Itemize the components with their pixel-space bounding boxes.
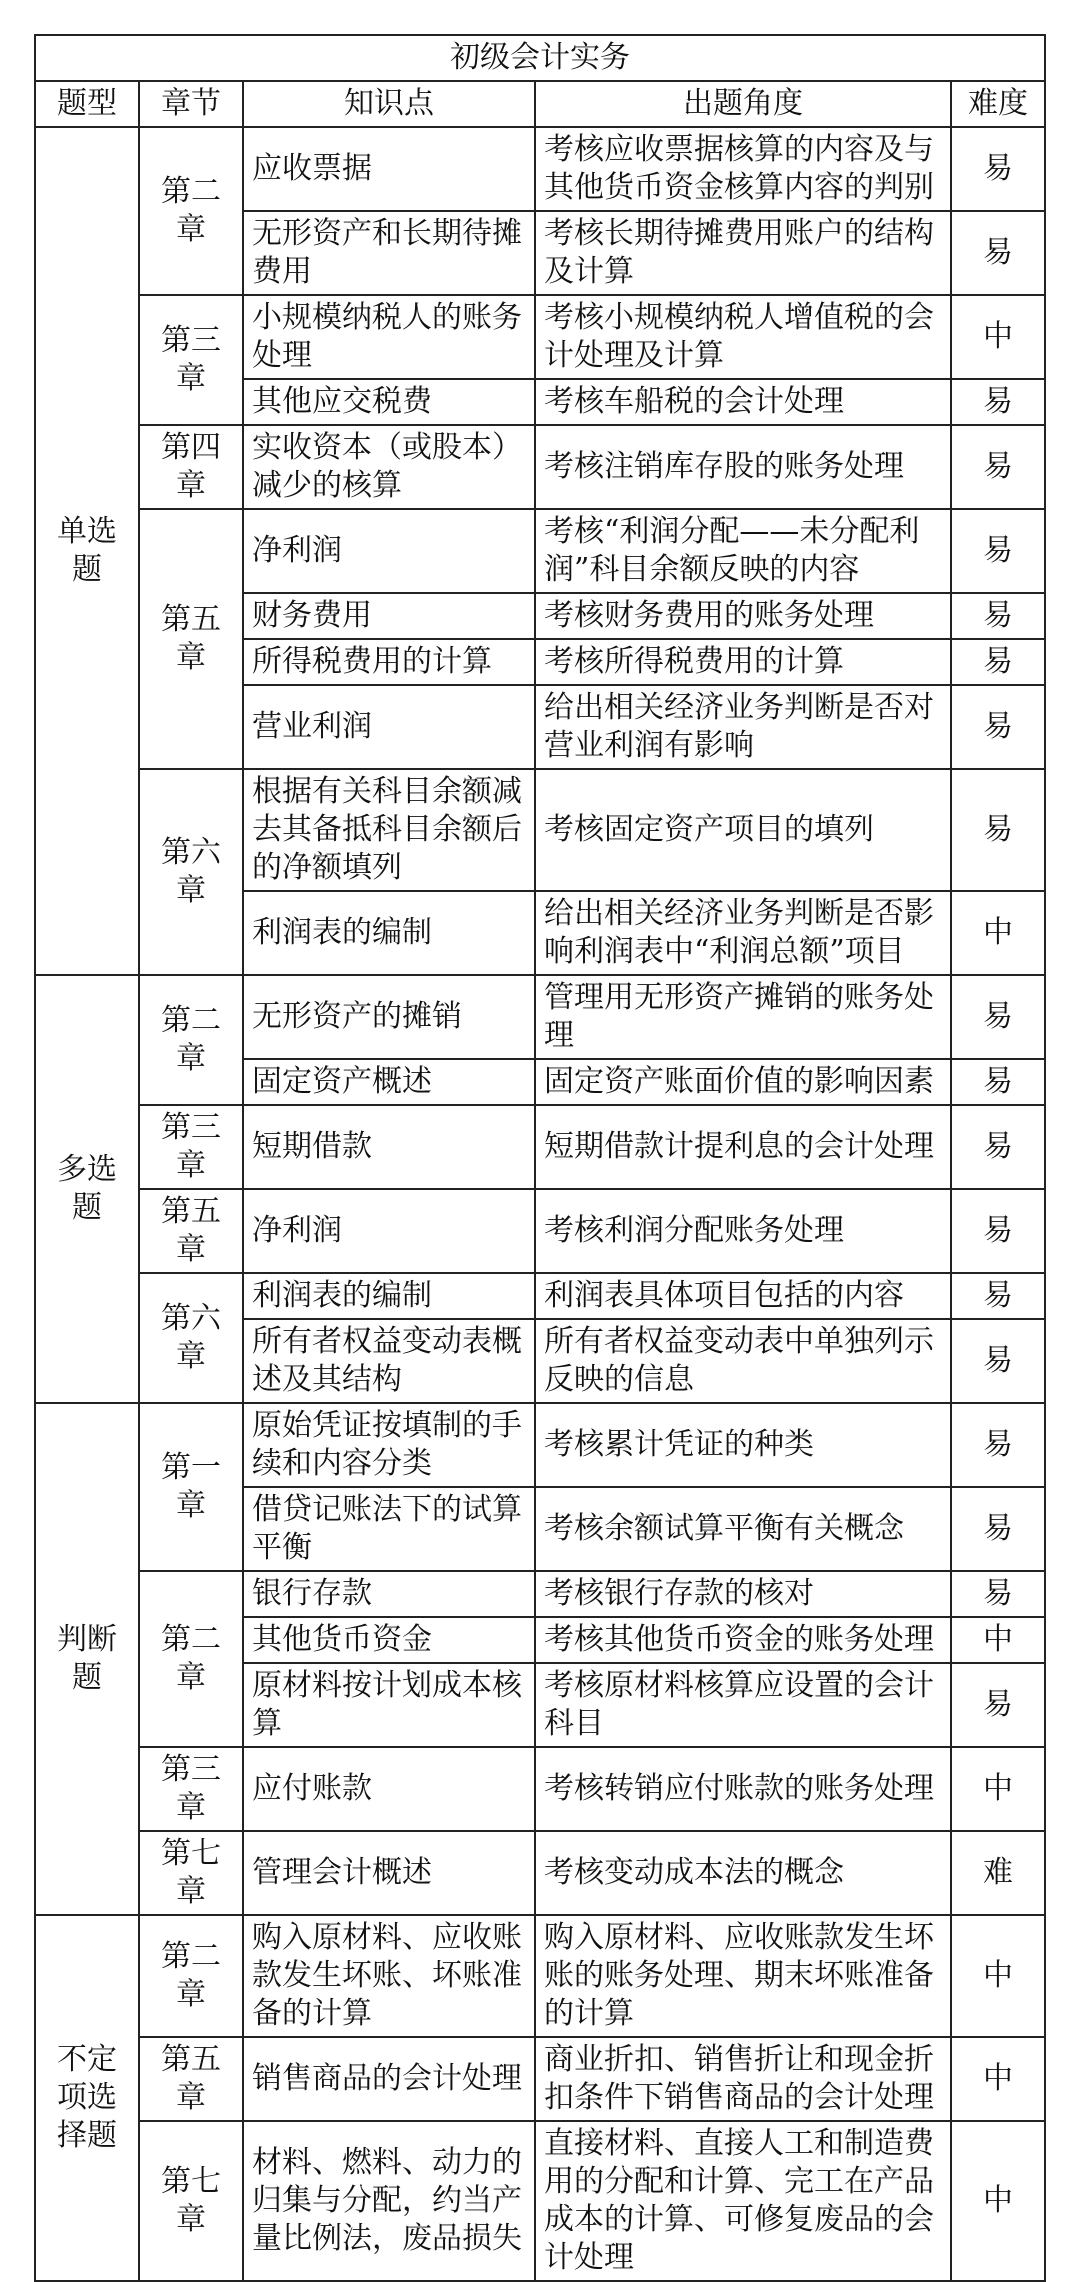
question-angle-cell: 给出相关经济业务判断是否影响利润表中“利润总额”项目 — [535, 891, 951, 975]
knowledge-point-cell: 净利润 — [243, 1189, 535, 1273]
difficulty-cell: 易 — [951, 769, 1045, 891]
difficulty-cell: 易 — [951, 1319, 1045, 1403]
knowledge-point-cell: 财务费用 — [243, 593, 535, 639]
knowledge-point-cell: 利润表的编制 — [243, 891, 535, 975]
difficulty-cell: 易 — [951, 1273, 1045, 1319]
question-angle-cell: 直接材料、直接人工和制造费用的分配和计算、完工在产品成本的计算、可修复废品的会计处理 — [535, 2121, 951, 2281]
chapter-cell: 第七章 — [139, 1831, 243, 1915]
knowledge-point-cell: 根据有关科目余额减去其备抵科目余额后的净额填列 — [243, 769, 535, 891]
chapter-cell: 第二章 — [139, 127, 243, 295]
table-row — [35, 1915, 1045, 2037]
difficulty-cell: 易 — [951, 1663, 1045, 1747]
header-question-angle: 出题角度 — [535, 81, 951, 127]
knowledge-point-cell: 其他应交税费 — [243, 379, 535, 425]
difficulty-cell: 易 — [951, 593, 1045, 639]
table-row — [35, 1105, 1045, 1189]
question-angle-cell: 考核注销库存股的账务处理 — [535, 425, 951, 509]
knowledge-point-cell: 所有者权益变动表概述及其结构 — [243, 1319, 535, 1403]
difficulty-cell: 易 — [951, 1059, 1045, 1105]
difficulty-cell: 中 — [951, 1617, 1045, 1663]
question-angle-cell: 短期借款计提利息的会计处理 — [535, 1105, 951, 1189]
knowledge-point-cell: 销售商品的会计处理 — [243, 2037, 535, 2121]
knowledge-point-cell: 固定资产概述 — [243, 1059, 535, 1105]
difficulty-cell: 易 — [951, 1189, 1045, 1273]
question-type-cell: 多选题 — [35, 975, 139, 1403]
table-row — [35, 769, 1045, 891]
table-row — [35, 295, 1045, 379]
knowledge-point-cell: 小规模纳税人的账务处理 — [243, 295, 535, 379]
question-angle-cell: 考核转销应付账款的账务处理 — [535, 1747, 951, 1831]
chapter-cell: 第二章 — [139, 975, 243, 1105]
knowledge-point-cell: 净利润 — [243, 509, 535, 593]
question-angle-cell: 考核利润分配账务处理 — [535, 1189, 951, 1273]
chapter-cell: 第三章 — [139, 295, 243, 425]
table-row — [35, 975, 1045, 1059]
knowledge-point-cell: 银行存款 — [243, 1571, 535, 1617]
knowledge-point-cell: 无形资产和长期待摊费用 — [243, 211, 535, 295]
question-angle-cell: 考核其他货币资金的账务处理 — [535, 1617, 951, 1663]
chapter-cell: 第二章 — [139, 1915, 243, 2037]
knowledge-point-cell: 应付账款 — [243, 1747, 535, 1831]
question-angle-cell: 考核应收票据核算的内容及与其他货币资金核算内容的判别 — [535, 127, 951, 211]
difficulty-cell: 中 — [951, 1915, 1045, 2037]
table-row — [35, 1189, 1045, 1273]
knowledge-point-cell: 原始凭证按填制的手续和内容分类 — [243, 1403, 535, 1487]
chapter-cell: 第四章 — [139, 425, 243, 509]
question-type-cell: 不定项选择题 — [35, 1915, 139, 2281]
knowledge-point-cell: 借贷记账法下的试算平衡 — [243, 1487, 535, 1571]
difficulty-cell: 易 — [951, 975, 1045, 1059]
difficulty-cell: 易 — [951, 1403, 1045, 1487]
knowledge-point-cell: 实收资本（或股本）减少的核算 — [243, 425, 535, 509]
table-row — [35, 2037, 1045, 2121]
difficulty-cell: 难 — [951, 1831, 1045, 1915]
difficulty-cell: 中 — [951, 1747, 1045, 1831]
question-angle-cell: 考核“利润分配——未分配利润”科目余额反映的内容 — [535, 509, 951, 593]
difficulty-cell: 中 — [951, 295, 1045, 379]
chapter-cell: 第三章 — [139, 1747, 243, 1831]
question-angle-cell: 考核余额试算平衡有关概念 — [535, 1487, 951, 1571]
question-angle-cell: 考核银行存款的核对 — [535, 1571, 951, 1617]
knowledge-point-cell: 其他货币资金 — [243, 1617, 535, 1663]
header-type: 题型 — [35, 81, 139, 127]
chapter-cell: 第三章 — [139, 1105, 243, 1189]
table-row — [35, 425, 1045, 509]
knowledge-point-cell: 无形资产的摊销 — [243, 975, 535, 1059]
question-angle-cell: 给出相关经济业务判断是否对营业利润有影响 — [535, 685, 951, 769]
question-angle-cell: 考核累计凭证的种类 — [535, 1403, 951, 1487]
chapter-cell: 第五章 — [139, 509, 243, 769]
table-row — [35, 1273, 1045, 1319]
question-angle-cell: 利润表具体项目包括的内容 — [535, 1273, 951, 1319]
table-row — [35, 1403, 1045, 1487]
chapter-cell: 第六章 — [139, 769, 243, 975]
table-row — [35, 1831, 1045, 1915]
difficulty-cell: 易 — [951, 211, 1045, 295]
knowledge-point-cell: 应收票据 — [243, 127, 535, 211]
question-angle-cell: 考核财务费用的账务处理 — [535, 593, 951, 639]
table-row — [35, 127, 1045, 211]
difficulty-cell: 易 — [951, 1487, 1045, 1571]
header-knowledge-point: 知识点 — [243, 81, 535, 127]
difficulty-cell: 易 — [951, 639, 1045, 685]
table-row — [35, 509, 1045, 593]
difficulty-cell: 易 — [951, 1571, 1045, 1617]
header-difficulty: 难度 — [951, 81, 1045, 127]
question-angle-cell: 购入原材料、应收账款发生坏账的账务处理、期末坏账准备的计算 — [535, 1915, 951, 2037]
difficulty-cell: 易 — [951, 509, 1045, 593]
table-row — [35, 1571, 1045, 1617]
chapter-cell: 第二章 — [139, 1571, 243, 1747]
exam-table — [34, 34, 1046, 2282]
question-angle-cell: 考核变动成本法的概念 — [535, 1831, 951, 1915]
table-row — [35, 2121, 1045, 2281]
chapter-cell: 第一章 — [139, 1403, 243, 1571]
difficulty-cell: 易 — [951, 379, 1045, 425]
question-angle-cell: 考核长期待摊费用账户的结构及计算 — [535, 211, 951, 295]
table-title: 初级会计实务 — [35, 35, 1045, 81]
difficulty-cell: 中 — [951, 2121, 1045, 2281]
difficulty-cell: 易 — [951, 1105, 1045, 1189]
chapter-cell: 第五章 — [139, 1189, 243, 1273]
knowledge-point-cell: 所得税费用的计算 — [243, 639, 535, 685]
chapter-cell: 第五章 — [139, 2037, 243, 2121]
question-type-cell: 判断题 — [35, 1403, 139, 1915]
question-angle-cell: 商业折扣、销售折让和现金折扣条件下销售商品的会计处理 — [535, 2037, 951, 2121]
knowledge-point-cell: 材料、燃料、动力的归集与分配，约当产量比例法，废品损失 — [243, 2121, 535, 2281]
difficulty-cell: 易 — [951, 127, 1045, 211]
question-angle-cell: 考核固定资产项目的填列 — [535, 769, 951, 891]
difficulty-cell: 中 — [951, 891, 1045, 975]
question-angle-cell: 所有者权益变动表中单独列示反映的信息 — [535, 1319, 951, 1403]
knowledge-point-cell: 购入原材料、应收账款发生坏账、坏账准备的计算 — [243, 1915, 535, 2037]
header-chapter: 章节 — [139, 81, 243, 127]
difficulty-cell: 易 — [951, 425, 1045, 509]
knowledge-point-cell: 管理会计概述 — [243, 1831, 535, 1915]
knowledge-point-cell: 短期借款 — [243, 1105, 535, 1189]
chapter-cell: 第七章 — [139, 2121, 243, 2281]
knowledge-point-cell: 营业利润 — [243, 685, 535, 769]
chapter-cell: 第六章 — [139, 1273, 243, 1403]
question-angle-cell: 管理用无形资产摊销的账务处理 — [535, 975, 951, 1059]
knowledge-point-cell: 原材料按计划成本核算 — [243, 1663, 535, 1747]
difficulty-cell: 中 — [951, 2037, 1045, 2121]
question-angle-cell: 考核原材料核算应设置的会计科目 — [535, 1663, 951, 1747]
question-angle-cell: 固定资产账面价值的影响因素 — [535, 1059, 951, 1105]
question-angle-cell: 考核所得税费用的计算 — [535, 639, 951, 685]
knowledge-point-cell: 利润表的编制 — [243, 1273, 535, 1319]
difficulty-cell: 易 — [951, 685, 1045, 769]
table-row — [35, 1747, 1045, 1831]
exam-table-container — [34, 34, 1044, 2275]
question-type-cell: 单选题 — [35, 127, 139, 975]
question-angle-cell: 考核小规模纳税人增值税的会计处理及计算 — [535, 295, 951, 379]
question-angle-cell: 考核车船税的会计处理 — [535, 379, 951, 425]
